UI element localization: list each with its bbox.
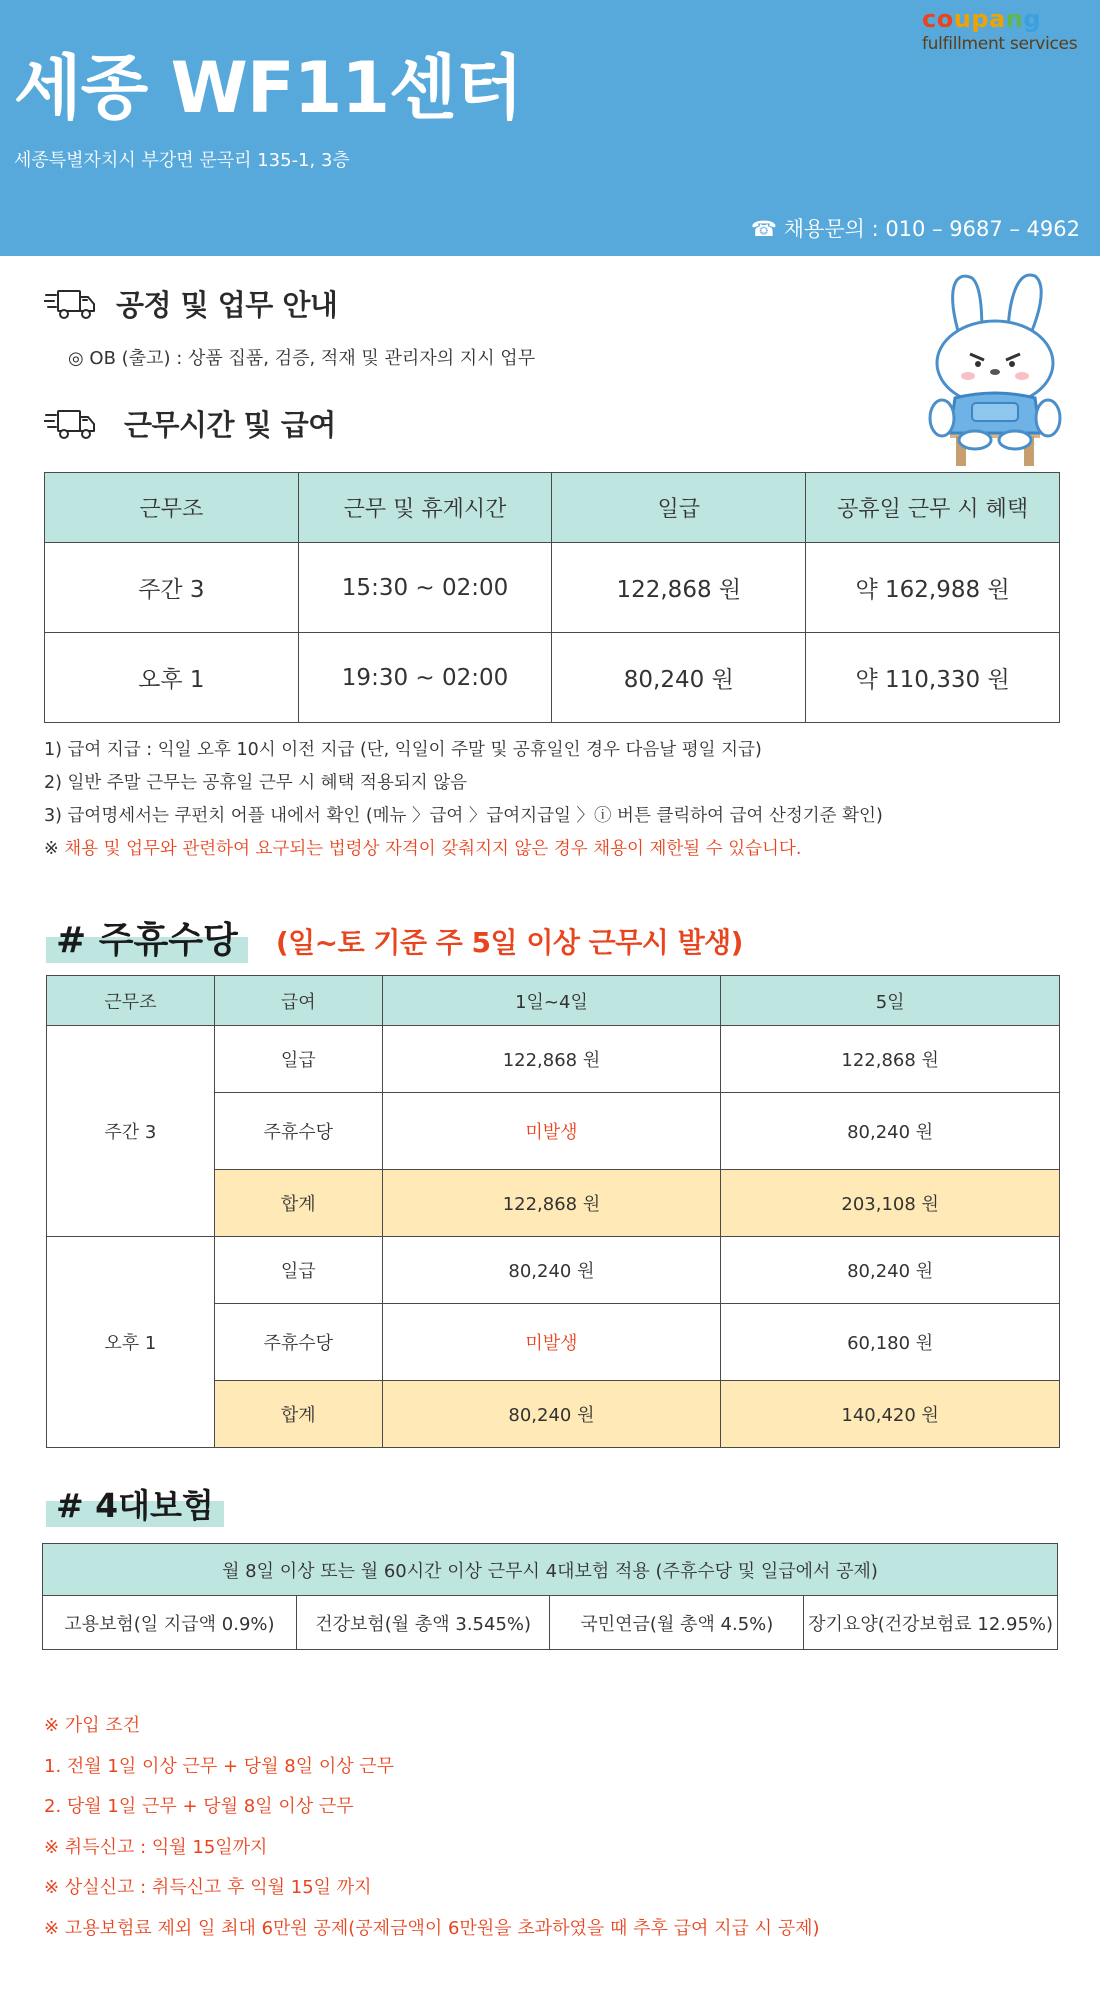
table-cell: 약 162,988 원 [806,543,1060,633]
table-cell: 19:30 ~ 02:00 [298,633,552,723]
table-row [43,1596,1058,1650]
weekly-allowance-subtitle: (일~토 기준 주 5일 이상 근무시 발생) [275,926,743,959]
table-row [47,1026,1060,1093]
warning-text: 채용 및 업무와 관련하여 요구되는 법령상 자격이 갖춰지지 않은 경우 채용이 제한될 수 있습니다. [64,839,802,859]
table-cell: 합계 [214,1170,382,1237]
table-row [45,633,1060,723]
table-cell: 약 110,330 원 [806,633,1060,723]
column-header: 근무조 [47,976,215,1026]
shift-cell: 주간 3 [47,1026,215,1237]
delivery-truck-icon [44,286,96,322]
table-cell: 80,240 원 [552,633,806,723]
column-header: 1일~4일 [382,976,721,1026]
table-cell: 60,180 원 [721,1304,1060,1381]
table-cell: 122,868 원 [552,543,806,633]
insurance-heading [46,1480,224,1527]
table-cell: 합계 [214,1381,382,1448]
column-header: 근무조 [45,473,299,543]
fulfillment-services-label: fulfillment services [922,34,1078,54]
table-cell: 80,240 원 [382,1381,721,1448]
center-address: 세종특별자치시 부강면 문곡리 135-1, 3층 [14,150,350,171]
table-row [45,543,1060,633]
process-section-heading [44,283,337,324]
table-cell: 주휴수당 [214,1093,382,1170]
insurance-item: 건강보험(월 총액 3.545%) [296,1596,550,1650]
table-cell: 일급 [214,1237,382,1304]
table-cell: 미발생 [382,1304,721,1381]
insurance-item: 국민연금(월 총액 4.5%) [550,1596,804,1650]
hours-title: 근무시간 및 급여 [124,408,336,442]
condition-line: ※ 고용보험료 제외 일 최대 6만원 공제(공제금액이 6만원을 초과하였을 때 추후 급여 지급 시 공제) [44,1917,820,1939]
insurance-item: 고용보험(일 지급액 0.9%) [43,1596,297,1650]
insurance-title: # 4대보험 [46,1480,224,1527]
condition-line: ※ 취득신고 : 익월 15일까지 [44,1836,268,1858]
insurance-table [42,1543,1058,1650]
ob-duty-description: ◎ OB (출고) : 상품 집품, 검증, 적재 및 관리자의 지시 업무 [68,348,536,369]
coupang-wordmark: coupang [922,5,1041,33]
insurance-item: 장기요양(건강보험료 12.95%) [804,1596,1058,1650]
table-cell: 122,868 원 [382,1170,721,1237]
warning-note [44,833,883,866]
table-cell: 오후 1 [45,633,299,723]
condition-line: 1. 전월 1일 이상 근무 + 당월 8일 이상 근무 [44,1755,395,1777]
table-cell: 203,108 원 [721,1170,1060,1237]
insurance-conditions [44,1706,820,1949]
column-header: 급여 [214,976,382,1026]
table-cell: 80,240 원 [721,1093,1060,1170]
weekly-allowance-table [46,975,1060,1448]
table-cell: 122,868 원 [382,1026,721,1093]
bunny-mascot-illustration [920,268,1070,468]
table-header-row [43,1544,1058,1596]
page-title: 세종 WF11센터 [14,47,523,129]
table-cell: 15:30 ~ 02:00 [298,543,552,633]
column-header: 공휴일 근무 시 혜택 [806,473,1060,543]
table-cell: 80,240 원 [382,1237,721,1304]
column-header: 5일 [721,976,1060,1026]
condition-line: ※ 상실신고 : 취득신고 후 익월 15일 까지 [44,1877,372,1898]
table-cell: 140,420 원 [721,1381,1060,1448]
note-line: 1) 급여 지급 : 익일 오후 10시 이전 지급 (단, 익일이 주말 및 공휴일인 경우 다음날 평일 지급) [44,740,762,760]
note-mark: ※ [44,839,65,859]
table-cell: 주간 3 [45,543,299,633]
table-header-row [45,473,1060,543]
condition-line: ※ 가입 조건 [44,1715,141,1736]
process-title: 공정 및 업무 안내 [116,288,338,322]
table-cell: 일급 [214,1026,382,1093]
condition-line: 2. 당월 1일 근무 + 당월 8일 이상 근무 [44,1796,354,1817]
table-cell: 122,868 원 [721,1026,1060,1093]
pay-notes [44,734,883,866]
table-cell: 미발생 [382,1093,721,1170]
table-cell: 주휴수당 [214,1304,382,1381]
recruit-contact: ☎ 채용문의 : 010 – 9687 – 4962 [750,217,1080,241]
note-line: 2) 일반 주말 근무는 공휴일 근무 시 혜택 적용되지 않음 [44,773,468,793]
work-hours-table [44,472,1060,723]
table-row [47,1237,1060,1304]
delivery-truck-icon [44,406,96,442]
table-header-row [47,976,1060,1026]
weekly-allowance-title: # 주휴수당 [46,912,248,963]
coupang-logo [922,4,1092,54]
weekly-allowance-heading [46,912,743,963]
insurance-header: 월 8일 이상 또는 월 60시간 이상 근무시 4대보험 적용 (주휴수당 및 일급에서 공제) [43,1544,1058,1596]
table-cell: 80,240 원 [721,1237,1060,1304]
hours-section-heading [44,403,336,444]
header-banner [0,0,1100,256]
column-header: 근무 및 휴게시간 [298,473,552,543]
note-line: 3) 급여명세서는 쿠펀치 어플 내에서 확인 (메뉴 〉급여 〉급여지급일 〉ⓘ 버튼 클릭하여 급여 산정기준 확인) [44,806,883,826]
shift-cell: 오후 1 [47,1237,215,1448]
column-header: 일급 [552,473,806,543]
